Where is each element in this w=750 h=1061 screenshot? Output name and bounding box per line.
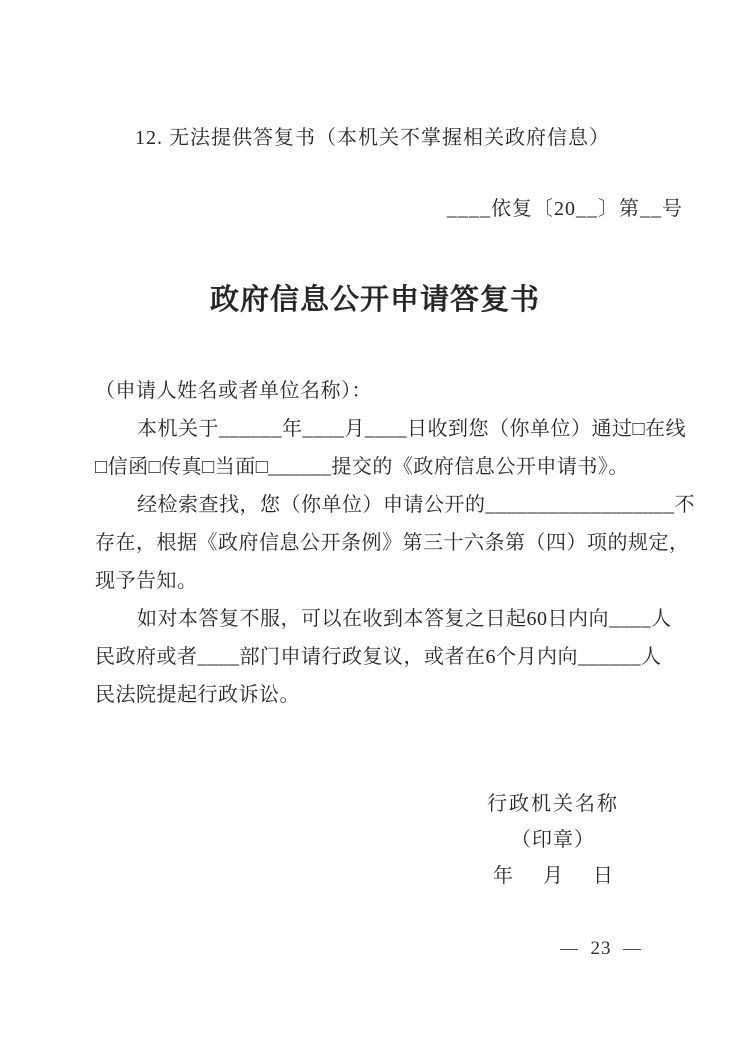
footer-dash-left: —	[560, 938, 579, 958]
seal-label: （印章）	[511, 829, 595, 851]
doc-number-line: ____依复〔20__〕第__号	[447, 198, 683, 220]
document-body	[95, 372, 695, 714]
body-line: 存在，根据《政府信息公开条例》第三十六条第（四）项的规定，	[95, 532, 690, 554]
year-label: 年	[493, 865, 513, 887]
body-line: 现予告知。	[95, 570, 198, 592]
body-line: 民法院提起行政诉讼。	[95, 684, 300, 706]
footer-dash-right: —	[623, 938, 642, 958]
body-line: 经检索查找，您（你单位）申请公开的__________________不	[137, 494, 695, 516]
page-footer	[560, 938, 642, 960]
body-line: 本机关于______年____月____日收到您（你单位）通过□在线	[137, 418, 687, 440]
body-line: □信函□传真□当面□______提交的《政府信息公开申请书》。	[95, 456, 629, 478]
body-line: 民政府或者____部门申请行政复议，或者在6个月内向______人	[95, 646, 662, 668]
signature-block	[458, 786, 648, 894]
day-label: 日	[593, 865, 613, 887]
document-title: 政府信息公开申请答复书	[209, 284, 540, 316]
salutation-line: （申请人姓名或者单位名称）：	[95, 380, 372, 402]
signature-date-line	[458, 858, 648, 894]
month-label: 月	[543, 865, 563, 887]
item-heading: 12. 无法提供答复书（本机关不掌握相关政府信息）	[135, 127, 610, 149]
agency-name: 行政机关名称	[487, 793, 619, 815]
page-number: 23	[590, 938, 612, 959]
body-line: 如对本答复不服，可以在收到本答复之日起60日内向____人	[137, 608, 672, 630]
